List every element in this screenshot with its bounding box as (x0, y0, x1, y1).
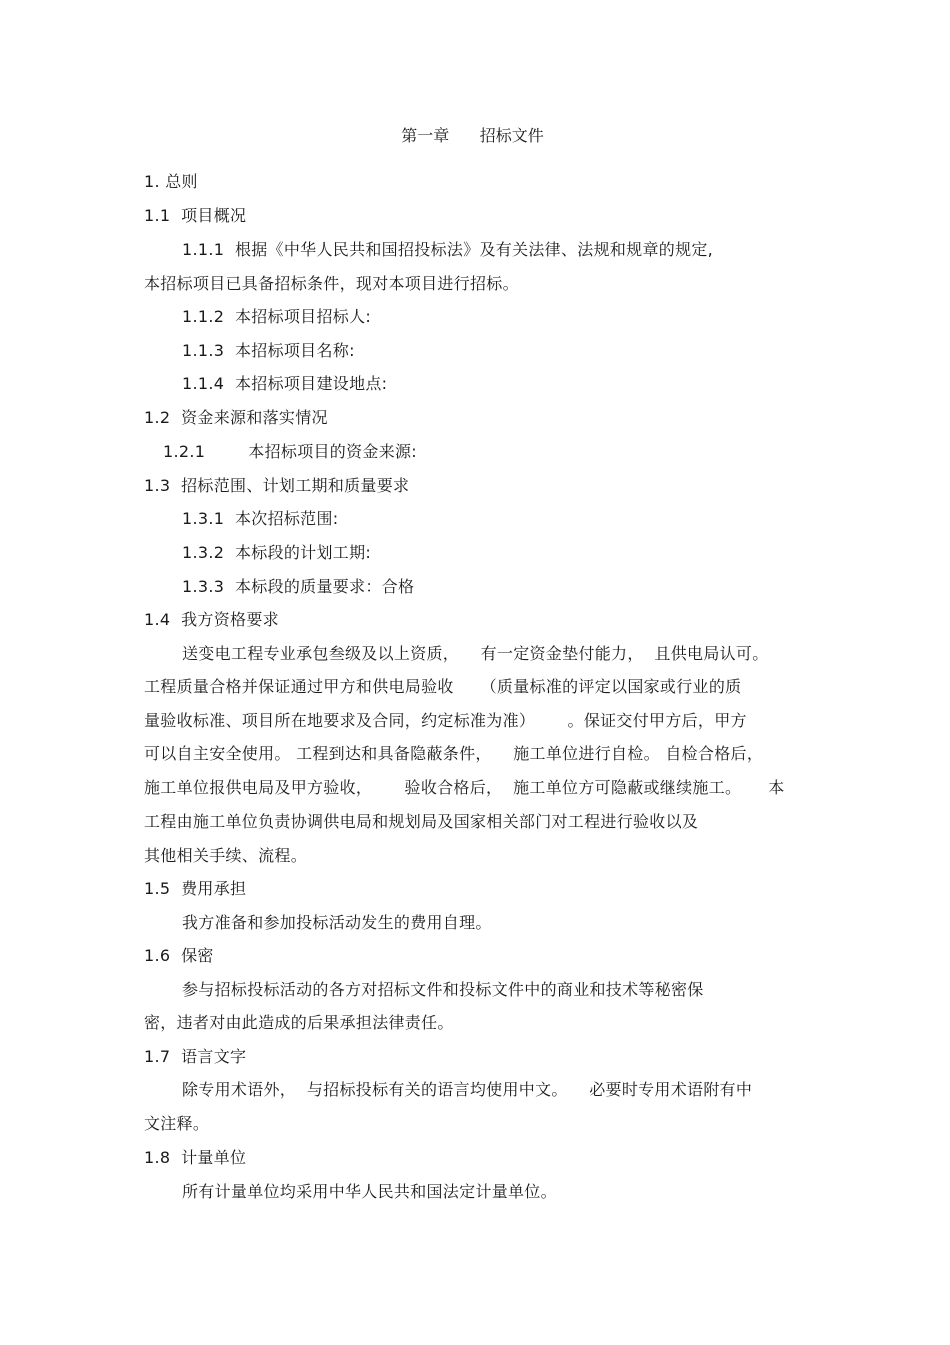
paragraph-line: 1.3.1 本次招标范围: (182, 509, 339, 528)
section-heading: 1.8 计量单位 (144, 1148, 247, 1167)
paragraph-line: 1.1.2 本招标项目招标人: (182, 307, 372, 326)
paragraph-line: 其他相关手续、流程。 (144, 846, 308, 865)
section-heading: 1.7 语言文字 (144, 1047, 247, 1066)
section-heading: 1.2 资金来源和落实情况 (144, 408, 328, 427)
section-heading: 1.5 费用承担 (144, 879, 247, 898)
paragraph-line: 1.2.1 本招标项目的资金来源: (163, 442, 417, 461)
paragraph-line: 1.1.3 本招标项目名称: (182, 341, 355, 360)
section-heading: 1.4 我方资格要求 (144, 610, 279, 629)
paragraph-line: 我方准备和参加投标活动发生的费用自理。 (182, 913, 492, 932)
paragraph-line: 所有计量单位均采用中华人民共和国法定计量单位。 (182, 1182, 557, 1201)
paragraph-line: 1.1.1 根据《中华人民共和国招投标法》及有关法律、法规和规章的规定, (182, 240, 714, 259)
section-heading: 1.1 项目概况 (144, 206, 247, 225)
paragraph-line: 参与招标投标活动的各方对招标文件和投标文件中的商业和技术等秘密保 (182, 980, 704, 999)
paragraph-line: 可以自主安全使用。 工程到达和具备隐蔽条件， 施工单位进行自检。 自检合格后， (144, 744, 764, 763)
paragraph-line: 本招标项目已具备招标条件，现对本项目进行招标。 (144, 274, 519, 293)
chapter-title: 第一章 招标文件 (401, 126, 544, 145)
paragraph-line: 1.3.2 本标段的计划工期: (182, 543, 372, 562)
paragraph-line: 施工单位报供电局及甲方验收， 验收合格后， 施工单位方可隐蔽或继续施工。 本 (144, 778, 785, 797)
section-heading: 1.3 招标范围、计划工期和质量要求 (144, 476, 410, 495)
paragraph-line: 文注释。 (144, 1114, 210, 1133)
paragraph-line: 密，违者对由此造成的后果承担法律责任。 (144, 1013, 454, 1032)
paragraph-line: 1.1.4 本招标项目建设地点: (182, 374, 388, 393)
paragraph-line: 除专用术语外， 与招标投标有关的语言均使用中文。 必要时专用术语附有中 (182, 1080, 753, 1099)
paragraph-line: 量验收标准、项目所在地要求及合同，约定标准为准） 。保证交付甲方后，甲方 (144, 711, 747, 730)
paragraph-line: 工程质量合格并保证通过甲方和供电局验收 （质量标准的评定以国家或行业的质 (144, 677, 742, 696)
paragraph-line: 送变电工程专业承包叁级及以上资质， 有一定资金垫付能力， 且供电局认可。 (182, 644, 769, 663)
section-heading: 1.6 保密 (144, 946, 214, 965)
section-heading: 1. 总则 (144, 172, 198, 191)
paragraph-line: 1.3.3 本标段的质量要求：合格 (182, 577, 415, 596)
paragraph-line: 工程由施工单位负责协调供电局和规划局及国家相关部门对工程进行验收以及 (144, 812, 699, 831)
